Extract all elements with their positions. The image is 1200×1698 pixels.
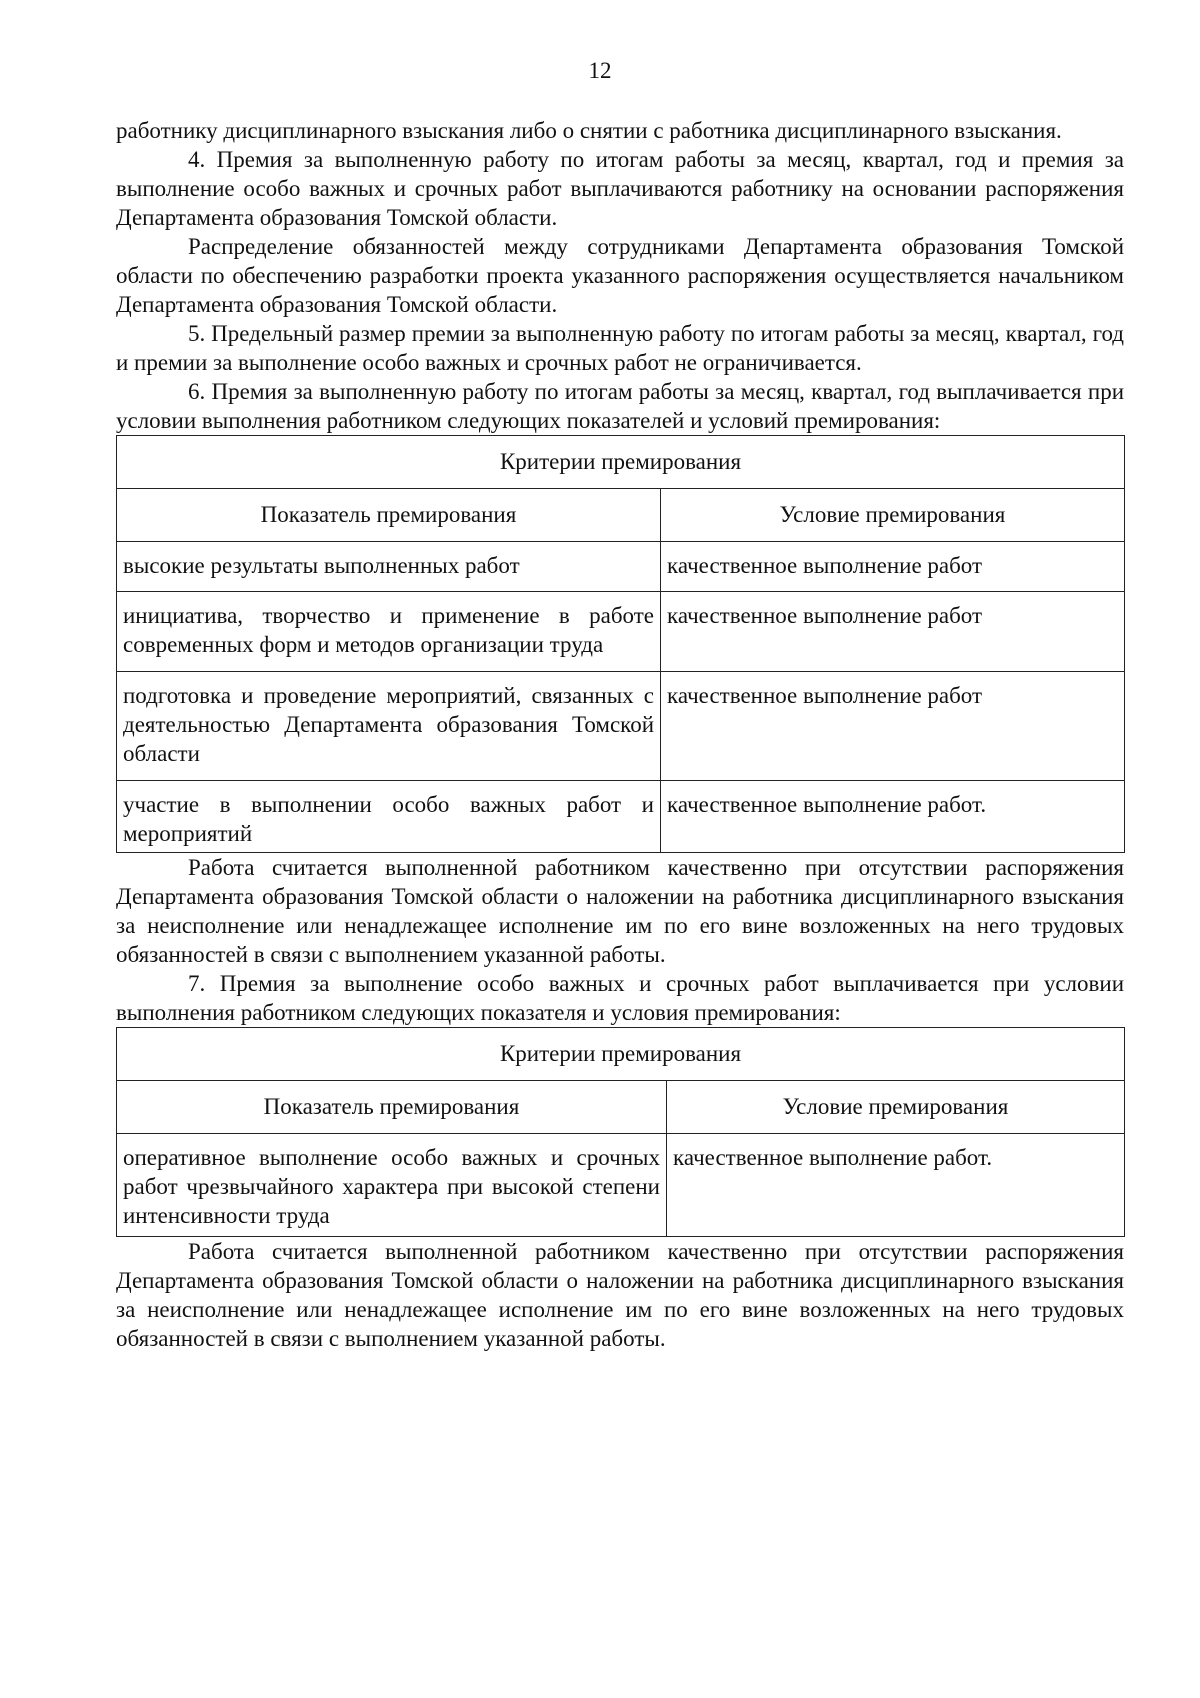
table-title: Критерии премирования (117, 1028, 1125, 1081)
paragraph: 7. Премия за выполнение особо важных и срочных работ выплачивается при условии выполнения работником следующих показателя и условия премирования: (116, 971, 1124, 1025)
condition-cell: качественное выполнение работ (661, 542, 1125, 592)
table-row (117, 542, 1125, 592)
indicator-cell: участие в выполнении особо важных работ и мероприятий (117, 781, 661, 853)
paragraph: 4. Премия за выполненную работу по итогам работы за месяц, квартал, год и премия за выполнение особо важных и срочных работ выплачиваются работнику на основании распоряжения Департамента образования Томской области. (116, 147, 1124, 230)
paragraph: Распределение обязанностей между сотрудниками Департамента образования Томской области по обеспечению разработки проекта указанного распоряжения осуществляется начальником Департамента образования Томской области. (116, 234, 1124, 317)
condition-cell: качественное выполнение работ (661, 592, 1125, 672)
column-header-indicator: Показатель премирования (117, 489, 661, 542)
paragraph: работнику дисциплинарного взыскания либо о снятии с работника дисциплинарного взыскания. (116, 118, 1062, 143)
paragraph: 5. Предельный размер премии за выполненную работу по итогам работы за месяц, квартал, год и премии за выполнение особо важных и срочных работ не ограничивается. (116, 321, 1124, 375)
column-header-condition: Условие премирования (661, 489, 1125, 542)
indicator-cell: инициатива, творчество и применение в работе современных форм и методов организации труда (117, 592, 661, 672)
table-row (117, 781, 1125, 853)
bonus-criteria-table-1 (116, 435, 1125, 853)
table-row (117, 1134, 1125, 1237)
indicator-cell: подготовка и проведение мероприятий, связанных с деятельностью Департамента образования Томской области (117, 672, 661, 781)
table-row (117, 672, 1125, 781)
page-number: 12 (588, 58, 612, 83)
column-header-condition: Условие премирования (667, 1081, 1125, 1134)
bonus-criteria-table-2 (116, 1027, 1125, 1237)
condition-cell: качественное выполнение работ (661, 672, 1125, 781)
paragraph: 6. Премия за выполненную работу по итогам работы за месяц, квартал, год выплачивается при условии выполнения работником следующих показателей и условий премирования: (116, 379, 1124, 433)
condition-cell: качественное выполнение работ. (661, 781, 1125, 853)
paragraph: Работа считается выполненной работником качественно при отсутствии распоряжения Департамента образования Томской области о наложении на работника дисциплинарного взыскания за неисполнение или ненадлежащее исполнение им по его вине возложенных на него трудовых обязанностей в связи с выполнением указанной работы. (116, 1239, 1124, 1351)
document-body (116, 116, 1124, 1353)
paragraph: Работа считается выполненной работником качественно при отсутствии распоряжения Департамента образования Томской области о наложении на работника дисциплинарного взыскания за неисполнение или ненадлежащее исполнение им по его вине возложенных на него трудовых обязанностей в связи с выполнением указанной работы. (116, 855, 1124, 967)
table-title: Критерии премирования (117, 436, 1125, 489)
column-header-indicator: Показатель премирования (117, 1081, 667, 1134)
indicator-cell: оперативное выполнение особо важных и срочных работ чрезвычайного характера при высокой степени интенсивности труда (117, 1134, 667, 1237)
indicator-cell: высокие результаты выполненных работ (117, 542, 661, 592)
table-row (117, 592, 1125, 672)
condition-cell: качественное выполнение работ. (667, 1134, 1125, 1237)
